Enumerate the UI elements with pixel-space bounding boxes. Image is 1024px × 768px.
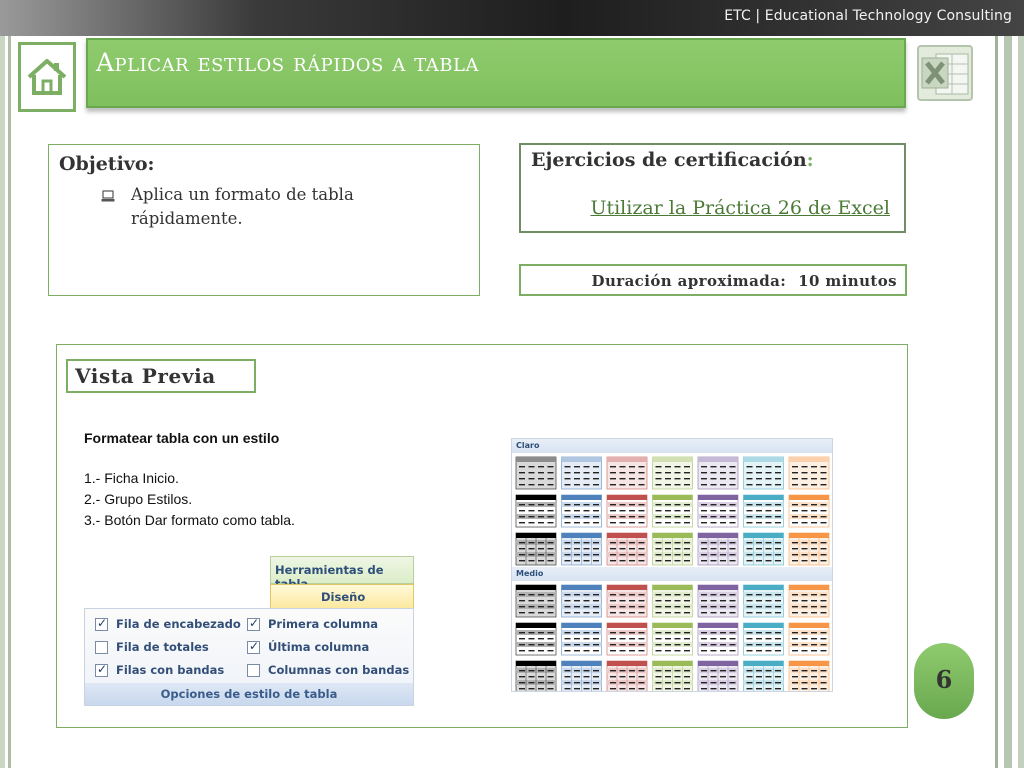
duration-label: Duración aproximada: <box>591 272 787 290</box>
table-style-gallery <box>511 438 833 692</box>
top-header-bar <box>0 0 1024 36</box>
step-item: 3.- Botón Dar formato como tabla. <box>84 512 295 528</box>
option-last-column[interactable] <box>247 640 369 654</box>
gallery-section-medium: Medio <box>512 567 832 581</box>
option-label: Columnas con bandas <box>268 663 410 677</box>
table-style-thumbnail[interactable] <box>744 623 784 655</box>
table-style-thumbnail[interactable] <box>562 495 602 527</box>
table-style-thumbnail[interactable] <box>698 585 738 617</box>
duration-text <box>592 272 897 290</box>
option-label: Fila de totales <box>116 640 209 654</box>
table-style-thumbnail[interactable] <box>562 457 602 489</box>
page-number-badge <box>914 643 974 719</box>
option-label: Última columna <box>268 640 370 654</box>
table-style-thumbnail[interactable] <box>516 585 556 617</box>
table-style-thumbnail[interactable] <box>516 533 556 565</box>
gallery-thumbnails <box>512 439 832 691</box>
instructions-title: Formatear tabla con un estilo <box>84 430 280 446</box>
step-item: 1.- Ficha Inicio. <box>84 470 179 486</box>
option-banded-columns[interactable] <box>247 663 409 677</box>
table-style-thumbnail[interactable] <box>744 661 784 691</box>
table-style-thumbnail[interactable] <box>653 457 693 489</box>
checkbox[interactable] <box>95 664 108 677</box>
table-style-thumbnail[interactable] <box>789 585 829 617</box>
page-title: Aplicar estilos rápidos a tabla <box>96 48 479 77</box>
home-button[interactable] <box>18 42 76 112</box>
table-style-thumbnail[interactable] <box>653 661 693 691</box>
left-decor-stripe <box>0 36 5 768</box>
certification-heading-text: Ejercicios de certificación <box>531 149 807 171</box>
table-style-thumbnail[interactable] <box>516 661 556 691</box>
table-style-thumbnail[interactable] <box>653 495 693 527</box>
preview-tab-label: Vista Previa <box>75 364 216 388</box>
right-decor-stripe-thin <box>995 36 998 768</box>
option-first-column[interactable] <box>247 617 378 631</box>
ribbon-group-label: Opciones de estilo de tabla <box>85 683 413 705</box>
excel-logo-icon <box>916 44 974 102</box>
home-icon <box>25 55 69 99</box>
gallery-section-light: Claro <box>512 439 832 453</box>
option-label: Primera columna <box>268 617 379 631</box>
objective-item: Aplica un formato de tabla rápidamente. <box>131 185 354 228</box>
table-style-thumbnail[interactable] <box>607 623 647 655</box>
ribbon-design-tab[interactable] <box>270 584 414 610</box>
table-style-thumbnail[interactable] <box>562 661 602 691</box>
table-style-thumbnail[interactable] <box>698 661 738 691</box>
ribbon-tools-label: Herramientas de <box>275 563 384 577</box>
table-style-thumbnail[interactable] <box>516 495 556 527</box>
objective-heading: Objetivo: <box>59 153 155 175</box>
instructions-block <box>84 428 295 531</box>
table-style-thumbnail[interactable] <box>789 457 829 489</box>
table-style-thumbnail[interactable] <box>698 623 738 655</box>
checkbox[interactable] <box>95 618 108 631</box>
duration-box <box>519 264 907 296</box>
table-style-thumbnail[interactable] <box>653 533 693 565</box>
table-style-thumbnail[interactable] <box>653 623 693 655</box>
table-style-thumbnail[interactable] <box>789 623 829 655</box>
checkbox[interactable] <box>95 641 108 654</box>
table-style-thumbnail[interactable] <box>698 457 738 489</box>
step-item: 2.- Grupo Estilos. <box>84 491 193 507</box>
table-style-thumbnail[interactable] <box>562 533 602 565</box>
option-header-row[interactable] <box>95 617 241 631</box>
table-style-thumbnail[interactable] <box>744 533 784 565</box>
table-style-thumbnail[interactable] <box>698 495 738 527</box>
checkbox[interactable] <box>247 618 260 631</box>
ribbon-options-panel <box>84 608 414 706</box>
table-style-thumbnail[interactable] <box>516 623 556 655</box>
objective-box <box>48 144 480 296</box>
table-style-thumbnail[interactable] <box>698 533 738 565</box>
table-style-thumbnail[interactable] <box>562 623 602 655</box>
table-style-thumbnail[interactable] <box>789 533 829 565</box>
ribbon-tools-tab[interactable] <box>270 556 414 584</box>
right-decor-stripe-wide <box>1004 36 1012 768</box>
table-style-thumbnail[interactable] <box>653 585 693 617</box>
table-style-thumbnail[interactable] <box>744 585 784 617</box>
table-style-thumbnail[interactable] <box>607 533 647 565</box>
page-number: 6 <box>935 665 953 694</box>
preview-tab <box>66 359 256 393</box>
title-banner <box>86 38 906 108</box>
brand-text: ETC | Educational Technology Consulting <box>724 8 1012 24</box>
option-total-row[interactable] <box>95 640 209 654</box>
laptop-bullet-icon <box>101 189 115 203</box>
ribbon-design-label: Diseño <box>321 590 366 604</box>
table-style-thumbnail[interactable] <box>516 457 556 489</box>
duration-value: 10 minutos <box>798 272 897 290</box>
certification-colon: : <box>806 149 814 171</box>
right-decor-stripe <box>1018 36 1024 768</box>
certification-heading <box>531 149 814 171</box>
table-style-thumbnail[interactable] <box>744 495 784 527</box>
table-style-thumbnail[interactable] <box>607 495 647 527</box>
practice-link[interactable]: Utilizar la Práctica 26 de Excel <box>590 197 890 219</box>
ribbon-screenshot <box>84 556 414 706</box>
option-label: Fila de encabezado <box>116 617 241 631</box>
table-style-thumbnail[interactable] <box>607 585 647 617</box>
table-style-thumbnail[interactable] <box>562 585 602 617</box>
checkbox[interactable] <box>247 641 260 654</box>
table-style-thumbnail[interactable] <box>607 661 647 691</box>
option-banded-rows[interactable] <box>95 663 224 677</box>
table-style-thumbnail[interactable] <box>789 495 829 527</box>
table-style-thumbnail[interactable] <box>607 457 647 489</box>
table-style-thumbnail[interactable] <box>789 661 829 691</box>
table-style-thumbnail[interactable] <box>744 457 784 489</box>
left-decor-stripe-thin <box>8 36 11 768</box>
checkbox[interactable] <box>247 664 260 677</box>
option-label: Filas con bandas <box>116 663 225 677</box>
certification-box <box>519 143 906 233</box>
